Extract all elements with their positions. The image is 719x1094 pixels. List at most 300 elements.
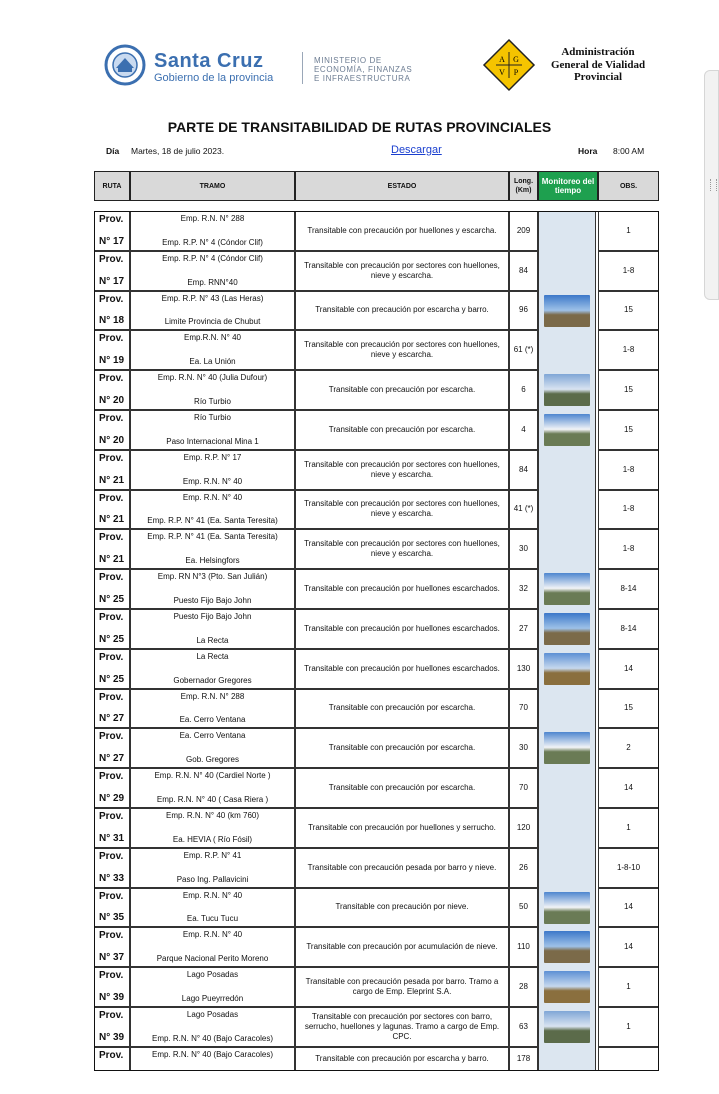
tramo-cell: [130, 649, 295, 689]
weather-camera-thumbnail[interactable]: [544, 613, 590, 645]
estado-text: Transitable con precaución por huellones escarchados.: [304, 623, 500, 633]
tramo-from: Emp. R.N. N° 40 (Bajo Caracoles): [151, 1049, 273, 1059]
tramo-to: La Recta: [196, 635, 229, 645]
long-cell: [509, 251, 538, 291]
long-cell: [509, 927, 538, 967]
agvp-logo: [482, 38, 536, 92]
obs-cell: [598, 808, 659, 848]
estado-text: Transitable con precaución por escarcha y barro.: [315, 1053, 489, 1063]
tramo-from: Lago Posadas: [186, 970, 239, 980]
long-cell: [509, 1007, 538, 1047]
agvp-line-3: Provincial: [573, 71, 623, 83]
tramo-from: La Recta: [196, 651, 229, 661]
ruta-number: N° 17: [99, 275, 125, 287]
agvp-letter-p: P: [513, 68, 519, 77]
ruta-prov: Prov.: [99, 1010, 124, 1021]
ruta-prov: Prov.: [99, 930, 124, 942]
tramo-from: Emp. R.N. N° 40 (Cardiel Norte ): [154, 771, 271, 781]
ruta-prov: Prov.: [99, 771, 124, 783]
ruta-number: N° 20: [99, 394, 125, 406]
tramo-cell: [130, 689, 295, 729]
estado-cell: [295, 888, 509, 928]
tramo-cell: [130, 808, 295, 848]
tramo-to: Lago Pueyrredón: [181, 993, 244, 1003]
estado-text: Transitable con precaución por sectores con huellones, nieve y escarcha.: [304, 260, 500, 280]
estado-text: Transitable con precaución por huellones y escarcha.: [307, 225, 497, 235]
tramo-to: Ea. HEVIA ( Río Fósil): [172, 834, 253, 844]
estado-text: Transitable con precaución por sectores con huellones, nieve y escarcha.: [304, 340, 500, 360]
tramo-to: Emp. R.P. N° 41 (Ea. Santa Teresita): [147, 516, 278, 526]
tramo-to: Río Turbio: [194, 396, 231, 406]
long-value: 50: [519, 902, 528, 912]
weather-camera-thumbnail[interactable]: [544, 573, 590, 605]
obs-value: 15: [624, 424, 633, 434]
long-value: 70: [519, 703, 528, 713]
ruta-cell: [94, 848, 130, 888]
tramo-to: Ea. Cerro Ventana: [179, 715, 246, 725]
tramo-cell: [130, 967, 295, 1007]
tramo-to: Gobernador Gregores: [173, 675, 252, 685]
tramo-to: Emp. RNN°40: [187, 277, 238, 287]
tramo-from: Puesto Fijo Bajo John: [173, 612, 252, 621]
long-cell: [509, 330, 538, 370]
tramo-to: Parque Nacional Perito Moreno: [156, 954, 269, 964]
ruta-prov: Prov.: [99, 612, 124, 623]
estado-cell: [295, 569, 509, 609]
tramo-from: Emp. R.P. N° 43 (Las Heras): [161, 293, 264, 303]
obs-cell: [598, 609, 659, 649]
obs-cell: [598, 888, 659, 928]
tramo-cell: [130, 1007, 295, 1047]
ruta-number: N° 27: [99, 753, 125, 765]
ruta-cell: [94, 291, 130, 331]
ruta-cell: [94, 967, 130, 1007]
long-cell: [509, 609, 538, 649]
tramo-cell: [130, 330, 295, 370]
ruta-cell: [94, 410, 130, 450]
obs-value: 1: [626, 982, 631, 992]
long-value: 84: [519, 464, 528, 474]
weather-camera-thumbnail[interactable]: [544, 414, 590, 446]
estado-cell: [295, 291, 509, 331]
ruta-number: N° 35: [99, 912, 125, 924]
estado-text: Transitable con precaución por escarcha y barro.: [315, 305, 489, 315]
ruta-prov: Prov.: [99, 373, 124, 385]
tramo-to: Ea. La Unión: [189, 357, 236, 367]
obs-cell: [598, 927, 659, 967]
long-value: 209: [516, 225, 531, 235]
long-cell: [509, 768, 538, 808]
tramo-from: Emp.R.N. N° 40: [184, 333, 241, 343]
ruta-cell: [94, 768, 130, 808]
obs-cell: [598, 768, 659, 808]
obs-value: 14: [624, 663, 633, 673]
tramo-from: Emp. R.N. N° 40: [182, 492, 243, 502]
ruta-prov: Prov.: [99, 333, 124, 345]
ruta-number: N° 39: [99, 1031, 125, 1043]
tramo-to: Paso Internacional Mina 1: [166, 436, 259, 446]
estado-cell: [295, 251, 509, 291]
header-divider: [302, 52, 303, 84]
ruta-number: N° 25: [99, 593, 125, 605]
tramo-from: Emp. R.P. N° 17: [183, 452, 242, 462]
estado-text: Transitable con precaución por escarcha.: [328, 703, 476, 713]
obs-cell: [598, 450, 659, 490]
obs-value: 14: [624, 942, 633, 952]
ministerio-text: [314, 56, 412, 83]
tramo-cell: [130, 768, 295, 808]
long-value: 70: [519, 783, 528, 793]
org-name: Santa Cruz: [154, 50, 264, 72]
agvp-letter-a: A: [499, 55, 505, 64]
ruta-cell: [94, 569, 130, 609]
ruta-prov: Prov.: [99, 253, 124, 265]
agvp-letter-v: V: [499, 68, 505, 77]
ruta-cell: [94, 728, 130, 768]
estado-cell: [295, 211, 509, 251]
long-cell: [509, 808, 538, 848]
estado-text: Transitable con precaución por sectores con barro, serrucho, huellones y lagunas. Tramo a cargo de Emp. CPC.: [304, 1011, 500, 1041]
ruta-number: N° 39: [99, 991, 125, 1003]
tramo-to: Emp. R.N. N° 40 ( Casa Riera ): [156, 794, 269, 804]
tramo-cell: [130, 609, 295, 649]
obs-cell: [598, 291, 659, 331]
ruta-prov: Prov.: [99, 651, 124, 663]
ruta-prov: Prov.: [99, 492, 124, 504]
estado-text: Transitable con precaución por huellones y serrucho.: [308, 822, 496, 832]
estado-cell: [295, 370, 509, 410]
obs-value: 8-14: [620, 623, 637, 633]
estado-cell: [295, 967, 509, 1007]
obs-value: 1: [626, 225, 631, 235]
estado-cell: [295, 768, 509, 808]
tramo-from: Emp. R.P. N° 41 (Ea. Santa Teresita): [147, 532, 278, 542]
ruta-number: N° 20: [99, 434, 125, 446]
ruta-prov: Prov.: [99, 731, 124, 743]
estado-cell: [295, 649, 509, 689]
obs-value: 14: [624, 783, 633, 793]
estado-cell: [295, 1007, 509, 1047]
estado-text: Transitable con precaución por escarcha.: [328, 424, 476, 434]
tramo-to: Emp. R.P. N° 4 (Cóndor Clif): [162, 237, 263, 247]
ruta-cell: [94, 1047, 130, 1071]
tramo-from: Emp. R.N. N° 40: [182, 890, 243, 900]
long-cell: [509, 490, 538, 530]
estado-cell: [295, 927, 509, 967]
ruta-cell: [94, 927, 130, 967]
ruta-number: N° 21: [99, 554, 125, 566]
long-value: 28: [519, 982, 528, 992]
tramo-to: Gob. Gregores: [186, 755, 239, 765]
estado-text: Transitable con precaución por sectores con huellones, nieve y escarcha.: [304, 539, 500, 559]
long-cell: [509, 1047, 538, 1071]
agvp-name: [536, 46, 660, 84]
estado-cell: [295, 450, 509, 490]
ruta-number: N° 33: [99, 872, 125, 884]
tramo-cell: [130, 291, 295, 331]
long-cell: [509, 569, 538, 609]
download-link[interactable]: Descargar: [391, 144, 442, 156]
tramo-from: Lago Posadas: [186, 1010, 239, 1019]
ruta-prov: Prov.: [99, 413, 124, 424]
tramo-from: Emp. R.N. N° 40 (Julia Dufour): [157, 373, 268, 383]
long-cell: [509, 689, 538, 729]
scrollbar[interactable]: [704, 70, 719, 300]
long-cell: [509, 649, 538, 689]
tramo-from: Emp. R.N. N° 40 (km 760): [166, 811, 259, 820]
agvp-line-2: General de Vialidad: [550, 58, 646, 71]
estado-cell: [295, 689, 509, 729]
tramo-to: Paso Ing. Pallavicini: [176, 874, 249, 884]
tramo-cell: [130, 529, 295, 569]
ministerio-line-1: MINISTERIO DE: [314, 56, 382, 65]
obs-cell: [598, 529, 659, 569]
obs-cell: [598, 689, 659, 729]
ministerio-line-3: E INFRAESTRUCTURA: [314, 74, 411, 83]
tramo-to: Ea. Tucu Tucu: [186, 914, 239, 924]
estado-cell: [295, 330, 509, 370]
estado-text: Transitable con precaución pesada por barro. Tramo a cargo de Emp. Eleprint S.A.: [305, 977, 499, 997]
obs-value: 15: [624, 385, 633, 395]
ruta-number: N° 25: [99, 633, 125, 645]
long-cell: [509, 291, 538, 331]
estado-cell: [295, 808, 509, 848]
estado-cell: [295, 490, 509, 530]
long-cell: [509, 529, 538, 569]
obs-cell: [598, 848, 659, 888]
tramo-from: Emp. R.N. N° 40: [182, 930, 243, 940]
col-header-ruta: RUTA: [94, 171, 130, 201]
obs-cell: [598, 410, 659, 450]
obs-cell: [598, 649, 659, 689]
tramo-from: Ea. Cerro Ventana: [179, 731, 246, 741]
obs-value: 1-8: [622, 345, 635, 355]
long-value: 41 (*): [513, 504, 534, 514]
col-header-estado: ESTADO: [295, 171, 509, 201]
tramo-from: Emp. R.N. N° 288: [180, 691, 245, 701]
estado-text: Transitable con precaución por nieve.: [335, 902, 469, 912]
ruta-cell: [94, 211, 130, 251]
weather-camera-thumbnail[interactable]: [544, 892, 590, 924]
tramo-cell: [130, 410, 295, 450]
ruta-prov: Prov.: [99, 970, 124, 982]
long-cell: [509, 848, 538, 888]
ruta-prov: Prov.: [99, 1049, 124, 1061]
obs-cell: [598, 1047, 659, 1071]
tramo-from: Río Turbio: [194, 413, 231, 422]
estado-text: Transitable con precaución por sectores con huellones, nieve y escarcha.: [304, 499, 500, 519]
obs-value: 1-8: [622, 544, 635, 554]
long-value: 32: [519, 584, 528, 594]
ruta-number: N° 18: [99, 315, 125, 327]
col-header-tramo: TRAMO: [130, 171, 295, 201]
obs-cell: [598, 967, 659, 1007]
ruta-prov: Prov.: [99, 850, 124, 862]
tramo-to: Limite Provincia de Chubut: [164, 317, 261, 327]
ruta-number: N° 19: [99, 355, 125, 367]
col-header-monitoreo: Monitoreo del tiempo: [538, 171, 598, 201]
estado-cell: [295, 848, 509, 888]
tramo-cell: [130, 251, 295, 291]
tramo-from: Emp. R.N. N° 288: [180, 214, 245, 223]
long-cell: [509, 211, 538, 251]
weather-camera-thumbnail[interactable]: [544, 653, 590, 685]
tramo-cell: [130, 450, 295, 490]
tramo-cell: [130, 370, 295, 410]
ruta-cell: [94, 649, 130, 689]
ruta-cell: [94, 490, 130, 530]
long-cell: [509, 728, 538, 768]
ruta-prov: Prov.: [99, 293, 124, 305]
ruta-number: N° 27: [99, 713, 125, 725]
long-cell: [509, 888, 538, 928]
tramo-cell: [130, 490, 295, 530]
col-header-obs: OBS.: [598, 171, 659, 201]
ruta-number: N° 25: [99, 673, 125, 685]
org-subtitle: Gobierno de la provincia: [154, 72, 274, 84]
tramo-cell: [130, 1047, 295, 1071]
dia-label: Día: [106, 146, 120, 156]
weather-camera-thumbnail[interactable]: [544, 971, 590, 1003]
obs-cell: [598, 330, 659, 370]
estado-text: Transitable con precaución por huellones escarchados.: [304, 584, 500, 594]
ruta-prov: Prov.: [99, 452, 124, 464]
long-cell: [509, 967, 538, 1007]
agvp-letter-g: G: [513, 55, 519, 64]
ruta-cell: [94, 609, 130, 649]
obs-cell: [598, 569, 659, 609]
ruta-prov: Prov.: [99, 572, 124, 584]
long-value: 30: [519, 743, 528, 753]
ruta-cell: [94, 1007, 130, 1047]
tramo-to: Emp. R.N. N° 40: [182, 476, 243, 486]
obs-cell: [598, 1007, 659, 1047]
obs-value: 15: [624, 305, 633, 315]
obs-value: 1-8: [622, 464, 635, 474]
ruta-cell: [94, 888, 130, 928]
ruta-cell: [94, 330, 130, 370]
tramo-from: Emp. R.P. N° 41: [183, 850, 242, 860]
ruta-number: N° 29: [99, 792, 125, 804]
obs-value: 1-8-10: [616, 862, 641, 872]
tramo-from: Emp. R.P. N° 4 (Cóndor Clif): [162, 253, 263, 263]
weather-camera-thumbnail[interactable]: [544, 374, 590, 406]
obs-value: 1: [626, 822, 631, 832]
estado-cell: [295, 609, 509, 649]
scrollbar-grip[interactable]: [710, 179, 717, 191]
obs-cell: [598, 490, 659, 530]
obs-cell: [598, 251, 659, 291]
ruta-number: N° 31: [99, 832, 125, 844]
long-value: 27: [519, 623, 528, 633]
estado-cell: [295, 728, 509, 768]
long-value: 120: [516, 822, 531, 832]
long-value: 26: [519, 862, 528, 872]
tramo-to: Puesto Fijo Bajo John: [173, 595, 252, 605]
estado-text: Transitable con precaución pesada por barro y nieve.: [307, 862, 497, 872]
long-value: 63: [519, 1021, 528, 1031]
hora-value: 8:00 AM: [613, 146, 645, 156]
weather-camera-thumbnail[interactable]: [544, 732, 590, 764]
ruta-prov: Prov.: [99, 811, 124, 822]
col-header-long: Long. (Km): [509, 171, 538, 201]
obs-value: 8-14: [620, 584, 637, 594]
obs-value: 15: [624, 703, 633, 713]
ruta-cell: [94, 689, 130, 729]
estado-text: Transitable con precaución por escarcha.: [328, 385, 476, 395]
long-value: 30: [519, 544, 528, 554]
tramo-cell: [130, 888, 295, 928]
ruta-number: N° 21: [99, 474, 125, 486]
santa-cruz-logo: [104, 44, 146, 86]
obs-cell: [598, 728, 659, 768]
ruta-prov: Prov.: [99, 214, 124, 225]
long-value: 96: [519, 305, 528, 315]
estado-text: Transitable con precaución por escarcha.: [328, 783, 476, 793]
obs-value: 2: [626, 743, 631, 753]
estado-text: Transitable con precaución por acumulación de nieve.: [306, 942, 498, 952]
ruta-prov: Prov.: [99, 532, 124, 544]
agvp-line-1: Administración: [561, 46, 635, 58]
obs-value: 1: [626, 1021, 631, 1031]
tramo-cell: [130, 927, 295, 967]
estado-cell: [295, 529, 509, 569]
obs-value: 1-8: [622, 265, 635, 275]
long-cell: [509, 370, 538, 410]
long-value: 130: [516, 663, 531, 673]
ruta-prov: Prov.: [99, 691, 124, 703]
obs-value: 1-8: [622, 504, 635, 514]
page-title: PARTE DE TRANSITABILIDAD DE RUTAS PROVINCIALES: [167, 119, 552, 135]
ruta-cell: [94, 450, 130, 490]
long-value: 61 (*): [513, 345, 534, 355]
estado-cell: [295, 410, 509, 450]
hora-label: Hora: [578, 146, 598, 156]
tramo-cell: [130, 848, 295, 888]
ministerio-line-2: ECONOMÍA, FINANZAS: [314, 65, 413, 74]
tramo-cell: [130, 211, 295, 251]
estado-text: Transitable con precaución por sectores con huellones, nieve y escarcha.: [304, 459, 500, 479]
tramo-to: Ea. Helsingfors: [185, 556, 240, 566]
ruta-cell: [94, 529, 130, 569]
obs-cell: [598, 211, 659, 251]
tramo-to: Emp. R.N. N° 40 (Bajo Caracoles): [151, 1033, 273, 1043]
long-value: 178: [516, 1053, 531, 1063]
dia-value: Martes, 18 de julio 2023.: [131, 146, 225, 156]
ruta-number: N° 21: [99, 514, 125, 526]
weather-camera-thumbnail[interactable]: [544, 931, 590, 963]
ruta-number: N° 17: [99, 235, 125, 247]
tramo-cell: [130, 569, 295, 609]
estado-cell: [295, 1047, 509, 1071]
ruta-cell: [94, 370, 130, 410]
tramo-cell: [130, 728, 295, 768]
ruta-prov: Prov.: [99, 890, 124, 902]
estado-text: Transitable con precaución por escarcha.: [328, 743, 476, 753]
long-value: 110: [517, 942, 530, 952]
weather-camera-thumbnail[interactable]: [544, 295, 590, 327]
long-value: 84: [519, 265, 528, 275]
long-cell: [509, 410, 538, 450]
tramo-from: Emp. RN N°3 (Pto. San Julián): [157, 572, 268, 582]
long-value: 6: [521, 385, 526, 395]
ruta-cell: [94, 251, 130, 291]
ruta-cell: [94, 808, 130, 848]
long-cell: [509, 450, 538, 490]
obs-value: 14: [624, 902, 633, 912]
weather-camera-thumbnail[interactable]: [544, 1011, 590, 1043]
obs-cell: [598, 370, 659, 410]
